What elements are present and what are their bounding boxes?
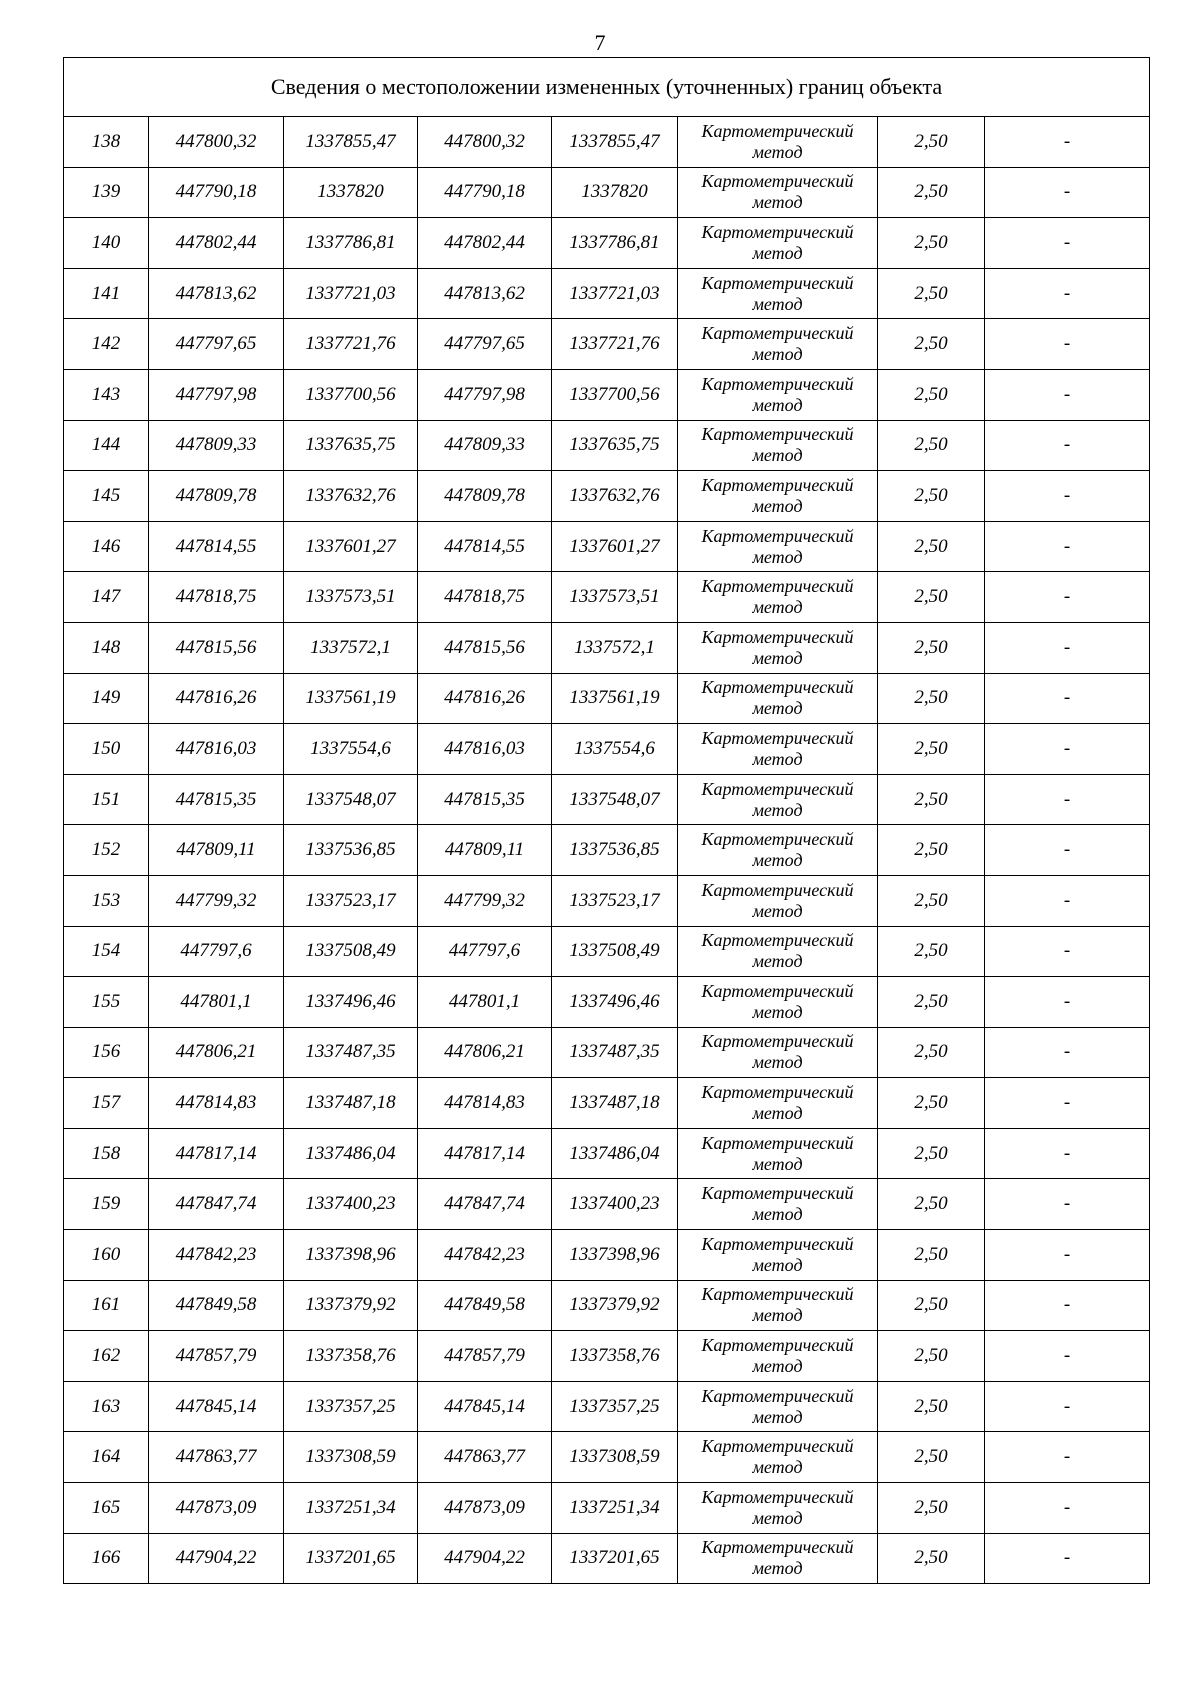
- note-cell: -: [985, 167, 1150, 218]
- method-text: Картометрический метод: [701, 1082, 854, 1124]
- existing-x-cell: 447814,55: [149, 521, 284, 572]
- existing-y-cell: 1337721,03: [284, 268, 418, 319]
- point-number-cell: 141: [64, 268, 149, 319]
- method-cell: [678, 926, 878, 977]
- refined-y-cell: 1337487,18: [552, 1078, 678, 1129]
- existing-y-cell: 1337601,27: [284, 521, 418, 572]
- existing-x-cell: 447800,32: [149, 117, 284, 168]
- accuracy-cell: 2,50: [878, 319, 985, 370]
- refined-y-cell: 1337400,23: [552, 1179, 678, 1230]
- method-cell: [678, 977, 878, 1028]
- existing-x-cell: 447797,6: [149, 926, 284, 977]
- method-cell: [678, 218, 878, 269]
- existing-x-cell: 447815,35: [149, 774, 284, 825]
- note-cell: -: [985, 1432, 1150, 1483]
- existing-y-cell: 1337573,51: [284, 572, 418, 623]
- method-text: Картометрический метод: [701, 1132, 854, 1174]
- method-cell: [678, 825, 878, 876]
- note-cell: -: [985, 774, 1150, 825]
- point-number-cell: 145: [64, 471, 149, 522]
- method-cell: [678, 622, 878, 673]
- refined-y-cell: 1337601,27: [552, 521, 678, 572]
- refined-y-cell: 1337251,34: [552, 1483, 678, 1534]
- existing-y-cell: 1337700,56: [284, 369, 418, 420]
- existing-x-cell: 447813,62: [149, 268, 284, 319]
- table-row: [64, 218, 1150, 269]
- existing-x-cell: 447904,22: [149, 1533, 284, 1584]
- refined-x-cell: 447809,78: [418, 471, 552, 522]
- refined-y-cell: 1337721,03: [552, 268, 678, 319]
- method-cell: [678, 117, 878, 168]
- existing-x-cell: 447806,21: [149, 1027, 284, 1078]
- existing-y-cell: 1337358,76: [284, 1331, 418, 1382]
- refined-y-cell: 1337721,76: [552, 319, 678, 370]
- refined-x-cell: 447801,1: [418, 977, 552, 1028]
- refined-x-cell: 447813,62: [418, 268, 552, 319]
- accuracy-cell: 2,50: [878, 420, 985, 471]
- existing-y-cell: 1337548,07: [284, 774, 418, 825]
- method-text: Картометрический метод: [701, 474, 854, 516]
- note-cell: -: [985, 875, 1150, 926]
- note-cell: -: [985, 1280, 1150, 1331]
- method-text: Картометрический метод: [701, 677, 854, 719]
- method-text: Картометрический метод: [701, 1284, 854, 1326]
- note-cell: -: [985, 622, 1150, 673]
- accuracy-cell: 2,50: [878, 1331, 985, 1382]
- table-row: [64, 572, 1150, 623]
- accuracy-cell: 2,50: [878, 1381, 985, 1432]
- refined-y-cell: 1337572,1: [552, 622, 678, 673]
- existing-x-cell: 447797,65: [149, 319, 284, 370]
- method-cell: [678, 774, 878, 825]
- existing-y-cell: 1337561,19: [284, 673, 418, 724]
- existing-x-cell: 447815,56: [149, 622, 284, 673]
- existing-x-cell: 447857,79: [149, 1331, 284, 1382]
- existing-y-cell: 1337536,85: [284, 825, 418, 876]
- method-cell: [678, 420, 878, 471]
- table-row: [64, 977, 1150, 1028]
- table-row: [64, 167, 1150, 218]
- refined-x-cell: 447845,14: [418, 1381, 552, 1432]
- method-cell: [678, 471, 878, 522]
- accuracy-cell: 2,50: [878, 369, 985, 420]
- refined-x-cell: 447809,33: [418, 420, 552, 471]
- table-row: [64, 673, 1150, 724]
- refined-y-cell: 1337201,65: [552, 1533, 678, 1584]
- accuracy-cell: 2,50: [878, 825, 985, 876]
- method-text: Картометрический метод: [701, 1436, 854, 1478]
- accuracy-cell: 2,50: [878, 875, 985, 926]
- method-cell: [678, 1128, 878, 1179]
- method-cell: [678, 521, 878, 572]
- existing-x-cell: 447790,18: [149, 167, 284, 218]
- point-number-cell: 140: [64, 218, 149, 269]
- existing-y-cell: 1337820: [284, 167, 418, 218]
- accuracy-cell: 2,50: [878, 1483, 985, 1534]
- method-cell: [678, 673, 878, 724]
- existing-y-cell: 1337487,18: [284, 1078, 418, 1129]
- refined-y-cell: 1337398,96: [552, 1230, 678, 1281]
- refined-y-cell: 1337786,81: [552, 218, 678, 269]
- point-number-cell: 148: [64, 622, 149, 673]
- existing-y-cell: 1337486,04: [284, 1128, 418, 1179]
- table-row: [64, 1381, 1150, 1432]
- note-cell: -: [985, 1128, 1150, 1179]
- refined-y-cell: 1337358,76: [552, 1331, 678, 1382]
- point-number-cell: 162: [64, 1331, 149, 1382]
- note-cell: -: [985, 117, 1150, 168]
- method-cell: [678, 167, 878, 218]
- note-cell: -: [985, 724, 1150, 775]
- existing-y-cell: 1337201,65: [284, 1533, 418, 1584]
- note-cell: -: [985, 673, 1150, 724]
- refined-y-cell: 1337496,46: [552, 977, 678, 1028]
- refined-y-cell: 1337820: [552, 167, 678, 218]
- refined-x-cell: 447802,44: [418, 218, 552, 269]
- point-number-cell: 146: [64, 521, 149, 572]
- refined-x-cell: 447797,98: [418, 369, 552, 420]
- refined-y-cell: 1337554,6: [552, 724, 678, 775]
- point-number-cell: 164: [64, 1432, 149, 1483]
- refined-y-cell: 1337508,49: [552, 926, 678, 977]
- refined-x-cell: 447857,79: [418, 1331, 552, 1382]
- accuracy-cell: 2,50: [878, 977, 985, 1028]
- existing-y-cell: 1337308,59: [284, 1432, 418, 1483]
- table-row: [64, 1533, 1150, 1584]
- note-cell: -: [985, 1331, 1150, 1382]
- method-cell: [678, 1381, 878, 1432]
- method-text: Картометрический метод: [701, 980, 854, 1022]
- table-row: [64, 724, 1150, 775]
- point-number-cell: 143: [64, 369, 149, 420]
- accuracy-cell: 2,50: [878, 1179, 985, 1230]
- method-text: Картометрический метод: [701, 272, 854, 314]
- point-number-cell: 158: [64, 1128, 149, 1179]
- method-cell: [678, 1230, 878, 1281]
- method-text: Картометрический метод: [701, 879, 854, 921]
- table-row: [64, 1230, 1150, 1281]
- refined-x-cell: 447816,26: [418, 673, 552, 724]
- existing-x-cell: 447802,44: [149, 218, 284, 269]
- existing-x-cell: 447801,1: [149, 977, 284, 1028]
- existing-y-cell: 1337632,76: [284, 471, 418, 522]
- point-number-cell: 154: [64, 926, 149, 977]
- refined-y-cell: 1337632,76: [552, 471, 678, 522]
- note-cell: -: [985, 319, 1150, 370]
- point-number-cell: 157: [64, 1078, 149, 1129]
- refined-y-cell: 1337308,59: [552, 1432, 678, 1483]
- point-number-cell: 161: [64, 1280, 149, 1331]
- table-row: [64, 1128, 1150, 1179]
- note-cell: -: [985, 471, 1150, 522]
- accuracy-cell: 2,50: [878, 774, 985, 825]
- method-text: Картометрический метод: [701, 1486, 854, 1528]
- refined-x-cell: 447849,58: [418, 1280, 552, 1331]
- method-text: Картометрический метод: [701, 626, 854, 668]
- note-cell: -: [985, 825, 1150, 876]
- refined-x-cell: 447818,75: [418, 572, 552, 623]
- existing-y-cell: 1337572,1: [284, 622, 418, 673]
- method-cell: [678, 1331, 878, 1382]
- existing-y-cell: 1337721,76: [284, 319, 418, 370]
- method-cell: [678, 1027, 878, 1078]
- accuracy-cell: 2,50: [878, 1078, 985, 1129]
- method-text: Картометрический метод: [701, 424, 854, 466]
- note-cell: -: [985, 1027, 1150, 1078]
- table-row: [64, 926, 1150, 977]
- accuracy-cell: 2,50: [878, 572, 985, 623]
- note-cell: -: [985, 977, 1150, 1028]
- method-text: Картометрический метод: [701, 1183, 854, 1225]
- refined-y-cell: 1337486,04: [552, 1128, 678, 1179]
- point-number-cell: 165: [64, 1483, 149, 1534]
- page-number: 7: [594, 30, 606, 55]
- accuracy-cell: 2,50: [878, 1280, 985, 1331]
- refined-x-cell: 447797,6: [418, 926, 552, 977]
- table-row: [64, 622, 1150, 673]
- point-number-cell: 139: [64, 167, 149, 218]
- note-cell: -: [985, 1078, 1150, 1129]
- accuracy-cell: 2,50: [878, 1533, 985, 1584]
- accuracy-cell: 2,50: [878, 1230, 985, 1281]
- refined-x-cell: 447800,32: [418, 117, 552, 168]
- table-row: [64, 319, 1150, 370]
- method-cell: [678, 1432, 878, 1483]
- method-text: Картометрический метод: [701, 576, 854, 618]
- table-row: [64, 117, 1150, 168]
- refined-x-cell: 447814,55: [418, 521, 552, 572]
- method-text: Картометрический метод: [701, 525, 854, 567]
- note-cell: -: [985, 521, 1150, 572]
- accuracy-cell: 2,50: [878, 1432, 985, 1483]
- point-number-cell: 153: [64, 875, 149, 926]
- table-row: [64, 1179, 1150, 1230]
- method-text: Картометрический метод: [701, 930, 854, 972]
- note-cell: -: [985, 1179, 1150, 1230]
- existing-x-cell: 447817,14: [149, 1128, 284, 1179]
- method-cell: [678, 319, 878, 370]
- point-number-cell: 160: [64, 1230, 149, 1281]
- accuracy-cell: 2,50: [878, 218, 985, 269]
- accuracy-cell: 2,50: [878, 622, 985, 673]
- accuracy-cell: 2,50: [878, 117, 985, 168]
- refined-y-cell: 1337487,35: [552, 1027, 678, 1078]
- point-number-cell: 156: [64, 1027, 149, 1078]
- method-cell: [678, 1078, 878, 1129]
- existing-x-cell: 447797,98: [149, 369, 284, 420]
- method-cell: [678, 875, 878, 926]
- note-cell: -: [985, 1381, 1150, 1432]
- refined-x-cell: 447816,03: [418, 724, 552, 775]
- existing-y-cell: 1337554,6: [284, 724, 418, 775]
- refined-y-cell: 1337855,47: [552, 117, 678, 168]
- table-row: [64, 521, 1150, 572]
- existing-x-cell: 447814,83: [149, 1078, 284, 1129]
- method-text: Картометрический метод: [701, 221, 854, 263]
- point-number-cell: 166: [64, 1533, 149, 1584]
- method-text: Картометрический метод: [701, 1537, 854, 1579]
- refined-y-cell: 1337561,19: [552, 673, 678, 724]
- method-cell: [678, 1483, 878, 1534]
- method-cell: [678, 268, 878, 319]
- method-text: Картометрический метод: [701, 120, 854, 162]
- table-row: [64, 1027, 1150, 1078]
- point-number-cell: 144: [64, 420, 149, 471]
- point-number-cell: 147: [64, 572, 149, 623]
- method-text: Картометрический метод: [701, 829, 854, 871]
- refined-x-cell: 447806,21: [418, 1027, 552, 1078]
- accuracy-cell: 2,50: [878, 167, 985, 218]
- existing-x-cell: 447809,78: [149, 471, 284, 522]
- existing-x-cell: 447849,58: [149, 1280, 284, 1331]
- note-cell: -: [985, 268, 1150, 319]
- method-cell: [678, 369, 878, 420]
- refined-x-cell: 447842,23: [418, 1230, 552, 1281]
- method-text: Картометрический метод: [701, 1031, 854, 1073]
- existing-x-cell: 447799,32: [149, 875, 284, 926]
- accuracy-cell: 2,50: [878, 673, 985, 724]
- method-text: Картометрический метод: [701, 1335, 854, 1377]
- method-text: Картометрический метод: [701, 1385, 854, 1427]
- method-cell: [678, 1533, 878, 1584]
- note-cell: -: [985, 218, 1150, 269]
- table-row: [64, 1280, 1150, 1331]
- table-row: [64, 1483, 1150, 1534]
- method-cell: [678, 724, 878, 775]
- accuracy-cell: 2,50: [878, 1128, 985, 1179]
- refined-y-cell: 1337700,56: [552, 369, 678, 420]
- method-cell: [678, 1179, 878, 1230]
- existing-y-cell: 1337496,46: [284, 977, 418, 1028]
- existing-x-cell: 447809,33: [149, 420, 284, 471]
- existing-x-cell: 447873,09: [149, 1483, 284, 1534]
- existing-x-cell: 447816,03: [149, 724, 284, 775]
- point-number-cell: 149: [64, 673, 149, 724]
- refined-x-cell: 447814,83: [418, 1078, 552, 1129]
- refined-y-cell: 1337523,17: [552, 875, 678, 926]
- coordinates-table: [63, 57, 1150, 1584]
- existing-x-cell: 447847,74: [149, 1179, 284, 1230]
- table-row: [64, 825, 1150, 876]
- existing-y-cell: 1337487,35: [284, 1027, 418, 1078]
- refined-x-cell: 447809,11: [418, 825, 552, 876]
- table-row: [64, 471, 1150, 522]
- existing-y-cell: 1337398,96: [284, 1230, 418, 1281]
- accuracy-cell: 2,50: [878, 1027, 985, 1078]
- table-row: [64, 268, 1150, 319]
- existing-x-cell: 447818,75: [149, 572, 284, 623]
- existing-x-cell: 447845,14: [149, 1381, 284, 1432]
- existing-y-cell: 1337855,47: [284, 117, 418, 168]
- refined-y-cell: 1337357,25: [552, 1381, 678, 1432]
- existing-y-cell: 1337400,23: [284, 1179, 418, 1230]
- method-text: Картометрический метод: [701, 727, 854, 769]
- point-number-cell: 163: [64, 1381, 149, 1432]
- method-text: Картометрический метод: [701, 1233, 854, 1275]
- existing-y-cell: 1337379,92: [284, 1280, 418, 1331]
- table-row: [64, 1331, 1150, 1382]
- method-cell: [678, 572, 878, 623]
- existing-y-cell: 1337508,49: [284, 926, 418, 977]
- refined-x-cell: 447863,77: [418, 1432, 552, 1483]
- accuracy-cell: 2,50: [878, 268, 985, 319]
- point-number-cell: 150: [64, 724, 149, 775]
- existing-x-cell: 447809,11: [149, 825, 284, 876]
- table-row: [64, 369, 1150, 420]
- accuracy-cell: 2,50: [878, 521, 985, 572]
- refined-y-cell: 1337536,85: [552, 825, 678, 876]
- method-text: Картометрический метод: [701, 171, 854, 213]
- table-row: [64, 875, 1150, 926]
- refined-x-cell: 447799,32: [418, 875, 552, 926]
- note-cell: -: [985, 420, 1150, 471]
- refined-x-cell: 447815,56: [418, 622, 552, 673]
- table-title-row: [64, 58, 1150, 117]
- existing-y-cell: 1337523,17: [284, 875, 418, 926]
- note-cell: -: [985, 572, 1150, 623]
- refined-x-cell: 447873,09: [418, 1483, 552, 1534]
- refined-y-cell: 1337635,75: [552, 420, 678, 471]
- point-number-cell: 151: [64, 774, 149, 825]
- accuracy-cell: 2,50: [878, 926, 985, 977]
- existing-x-cell: 447816,26: [149, 673, 284, 724]
- existing-x-cell: 447863,77: [149, 1432, 284, 1483]
- refined-y-cell: 1337573,51: [552, 572, 678, 623]
- note-cell: -: [985, 1533, 1150, 1584]
- point-number-cell: 138: [64, 117, 149, 168]
- note-cell: -: [985, 1230, 1150, 1281]
- existing-y-cell: 1337635,75: [284, 420, 418, 471]
- refined-y-cell: 1337548,07: [552, 774, 678, 825]
- existing-y-cell: 1337357,25: [284, 1381, 418, 1432]
- refined-x-cell: 447817,14: [418, 1128, 552, 1179]
- table-row: [64, 1078, 1150, 1129]
- refined-x-cell: 447847,74: [418, 1179, 552, 1230]
- existing-x-cell: 447842,23: [149, 1230, 284, 1281]
- existing-y-cell: 1337786,81: [284, 218, 418, 269]
- method-cell: [678, 1280, 878, 1331]
- note-cell: -: [985, 369, 1150, 420]
- existing-y-cell: 1337251,34: [284, 1483, 418, 1534]
- point-number-cell: 155: [64, 977, 149, 1028]
- refined-x-cell: 447904,22: [418, 1533, 552, 1584]
- point-number-cell: 142: [64, 319, 149, 370]
- method-text: Картометрический метод: [701, 323, 854, 365]
- note-cell: -: [985, 1483, 1150, 1534]
- table-row: [64, 774, 1150, 825]
- table-title: Сведения о местоположении измененных (уточненных) границ объекта: [64, 58, 1150, 117]
- point-number-cell: 152: [64, 825, 149, 876]
- note-cell: -: [985, 926, 1150, 977]
- refined-x-cell: 447815,35: [418, 774, 552, 825]
- method-text: Картометрический метод: [701, 778, 854, 820]
- accuracy-cell: 2,50: [878, 724, 985, 775]
- table-row: [64, 420, 1150, 471]
- table-body: [64, 58, 1150, 1584]
- point-number-cell: 159: [64, 1179, 149, 1230]
- refined-y-cell: 1337379,92: [552, 1280, 678, 1331]
- refined-x-cell: 447797,65: [418, 319, 552, 370]
- accuracy-cell: 2,50: [878, 471, 985, 522]
- refined-x-cell: 447790,18: [418, 167, 552, 218]
- table-row: [64, 1432, 1150, 1483]
- method-text: Картометрический метод: [701, 373, 854, 415]
